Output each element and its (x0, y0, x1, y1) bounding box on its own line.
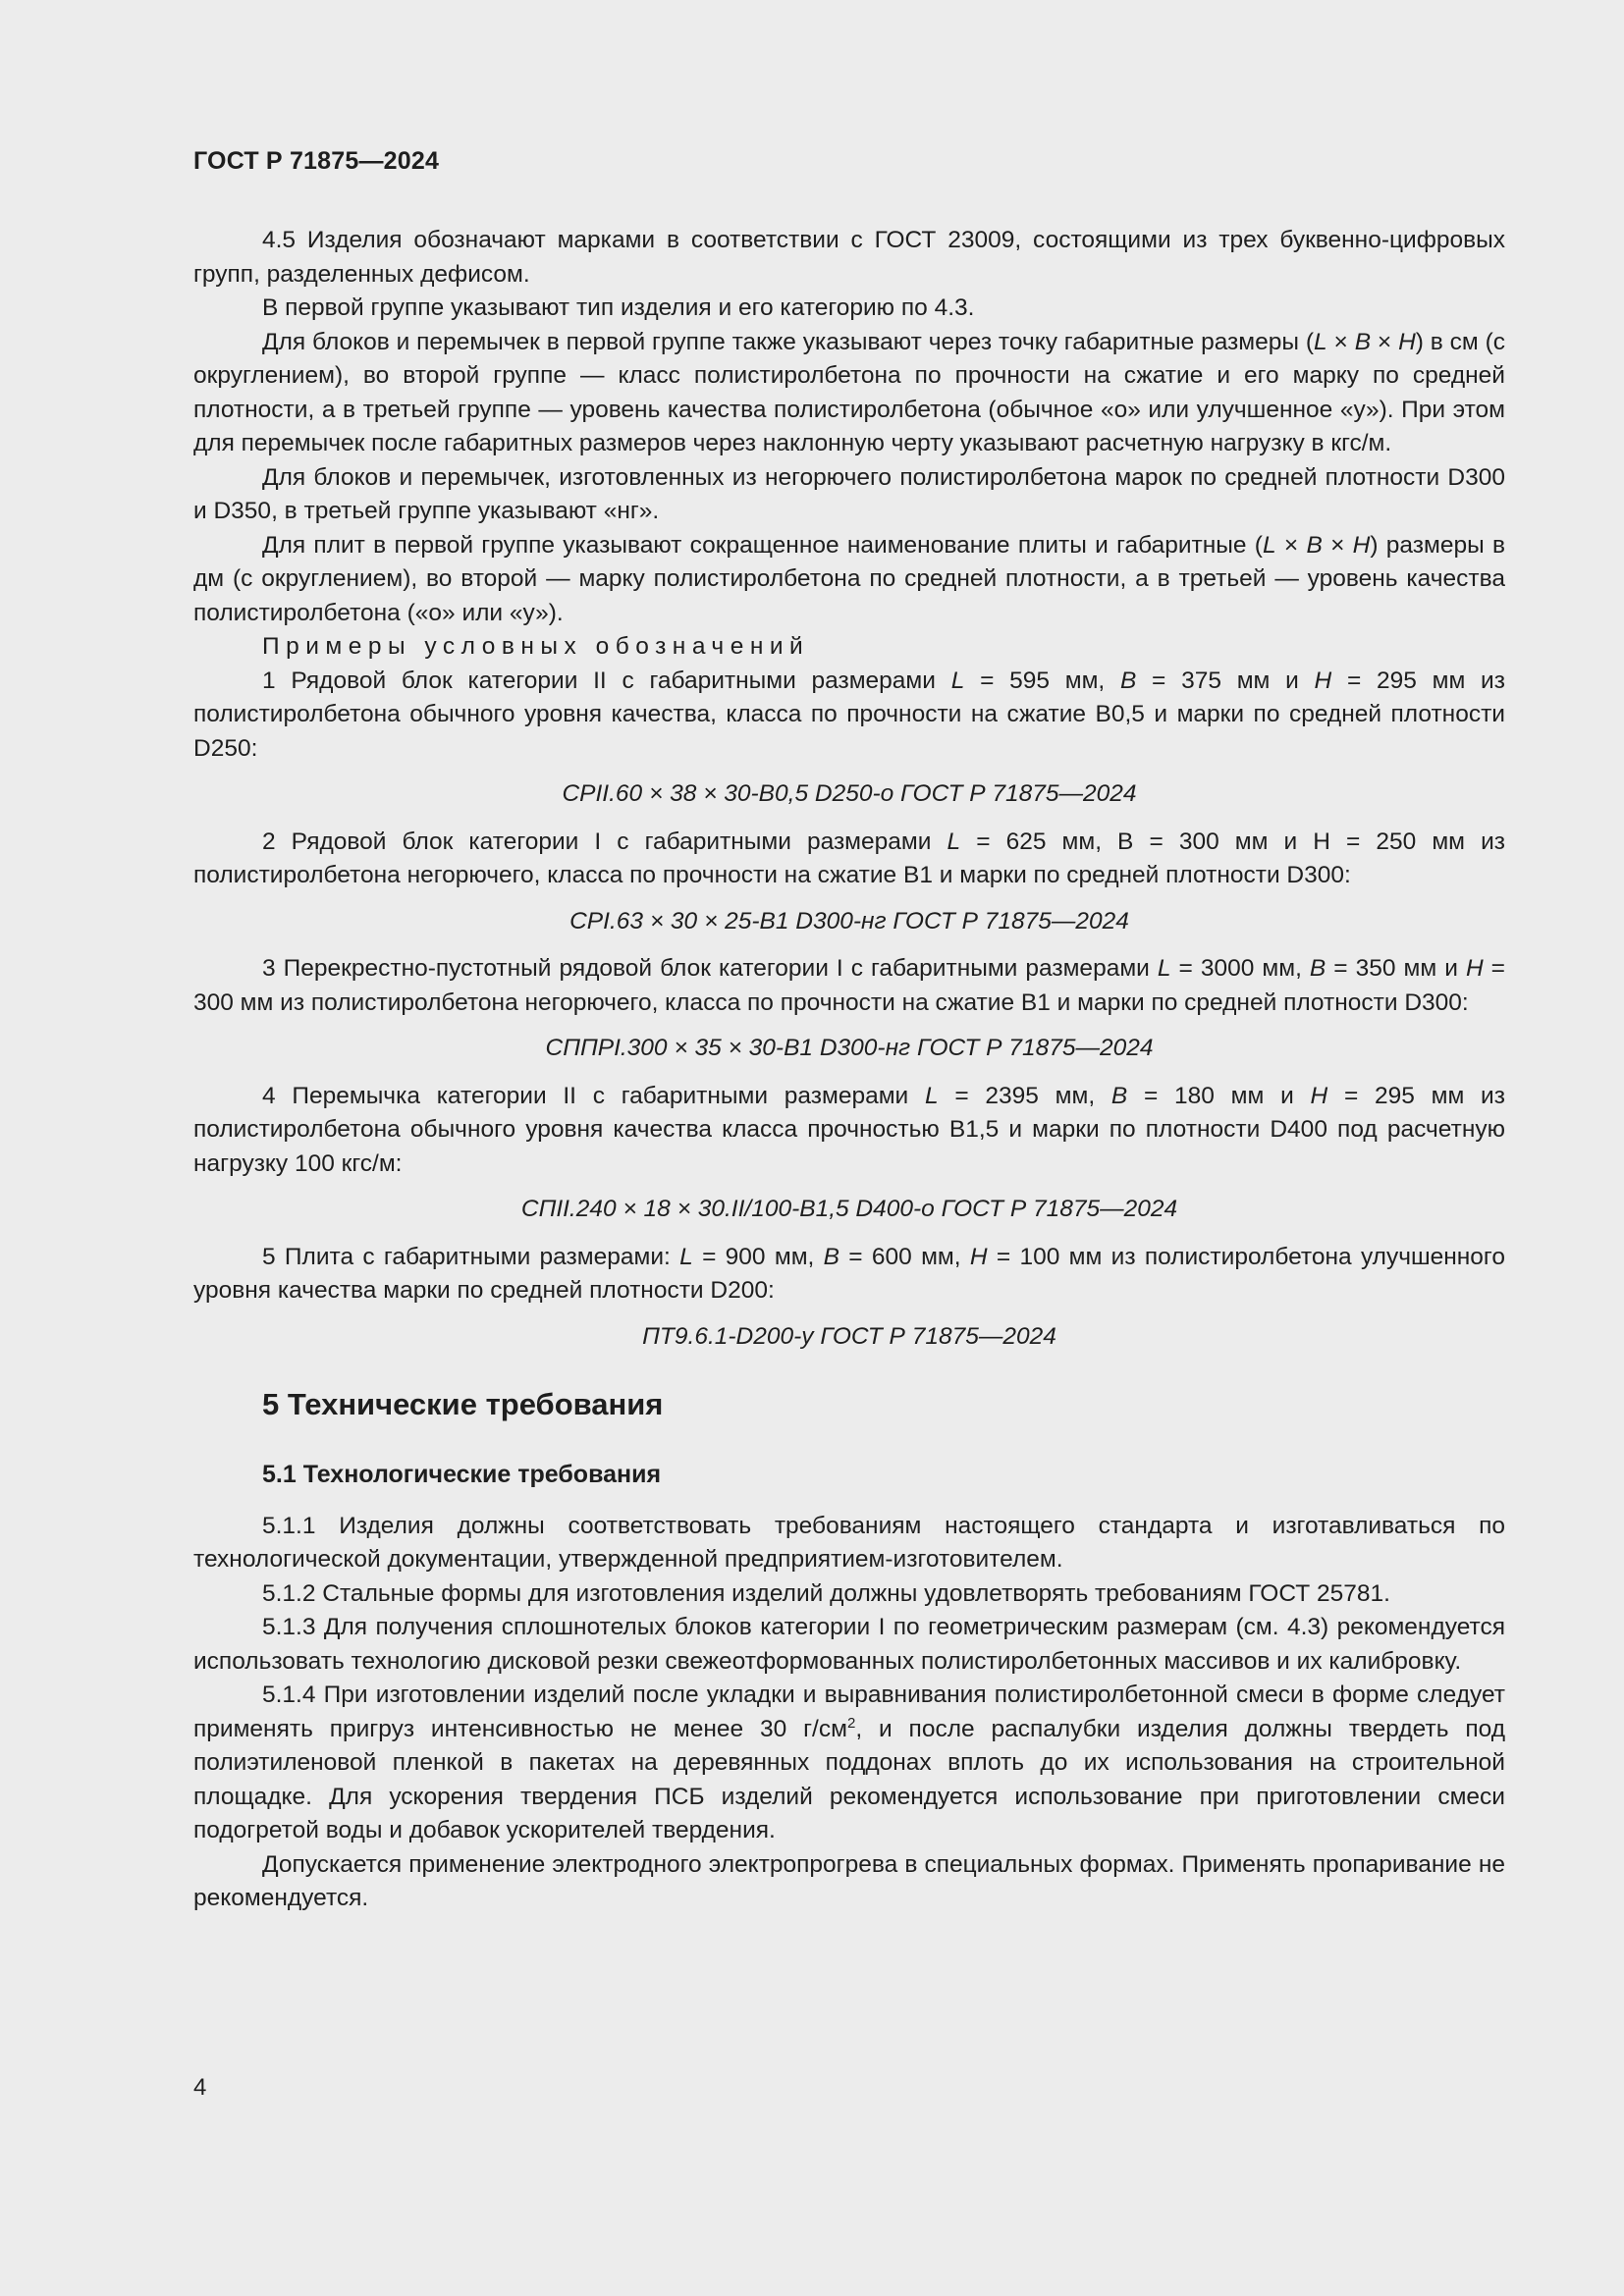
subsection-heading-5-1: 5.1 Технологические требования (262, 1461, 662, 1488)
example-1: 1 Рядовой блок категории II с габаритными размерами L = 595 мм, B = 375 мм и H = 295 мм из полистиролбетона обычного уровня качества, класса по прочности на сжатие В0,5 и марки по средней плотности D250: (193, 667, 1505, 762)
document-header: ГОСТ Р 71875—2024 (193, 147, 440, 175)
example-5: 5 Плита с габаритными размерами: L = 900 мм, B = 600 мм, H = 100 мм из полистиролбетона улучшенного уровня качества марки по средней плотности D200: (193, 1243, 1505, 1304)
examples-title: Примеры условных обозначений (262, 633, 810, 660)
page-number: 4 (193, 2074, 207, 2101)
designation-formula-4: СПII.240 × 18 × 30.II/100-В1,5 D400-о ГОСТ Р 71875—2024 (520, 1196, 1178, 1222)
example-2: 2 Рядовой блок категории I с габаритными размерами L = 625 мм, В = 300 мм и Н = 250 мм из полистиролбетона негорючего, класса по прочности на сжатие В1 и марки по средней плотности D300: (193, 828, 1505, 888)
paragraph-5-1-3: 5.1.3 Для получения сплошнотелых блоков категории I по геометрическим размерам (см. 4.3) рекомендуется использовать технологию дисковой резки свежеотформованных полистиролбетонных массивов и их калибровку. (193, 1614, 1505, 1675)
example-4: 4 Перемычка категории II с габаритными размерами L = 2395 мм, B = 180 мм и H = 295 мм из полистиролбетона обычного уровня качества класса прочностью В1,5 и марки по плотности D400 под расчетную нагрузку 100 кгс/м: (193, 1082, 1505, 1177)
paragraph-4-5: 4.5 Изделия обозначают марками в соответствии с ГОСТ 23009, состоящими из трех буквенно-цифровых групп, разделенных дефисом. (193, 227, 1505, 288)
designation-formula-5: ПТ9.6.1-D200-у ГОСТ Р 71875—2024 (642, 1322, 1056, 1350)
paragraph-plates: Для плит в первой группе указывают сокращенное наименование плиты и габаритные (L × B × H) размеры в дм (с округлением), во второй — марку полистиролбетона по средней плотности, а в третьей — уровень качества полистиролбетона («о» или «у»). (193, 531, 1506, 626)
paragraph-first-group: В первой группе указывают тип изделия и его категорию по 4.3. (262, 294, 975, 321)
document-body (193, 224, 1505, 1916)
paragraph-5-1-1: 5.1.1 Изделия должны соответствовать требованиям настоящего стандарта и изготавливаться по технологической документации, утвержденной предприятием-изготовителем. (193, 1512, 1505, 1573)
designation-formula-2: СРI.63 × 30 × 25-В1 D300-нг ГОСТ Р 71875—2024 (569, 907, 1129, 934)
paragraph-nonflammable: Для блоков и перемычек, изготовленных из негорючего полистиролбетона марок по средней плотности D300 и D350, в третьей группе указывают «нг». (193, 463, 1505, 524)
paragraph-5-1-4: 5.1.4 При изготовлении изделий после укладки и выравнивания полистиролбетонной смеси в форме следует применять пригруз интенсивностью не менее 30 $г/см^2$, и после распалубки изделия должны твердеть под полиэтиленовой пленкой в пакетах на деревянных поддонах вплоть до их использования на строительной площадке. Для ускорения твердения ПСБ изделий рекомендуется использование при приготовлении смеси подогретой воды и добавок ускорителей твердения. (193, 1682, 1505, 1843)
paragraph-blocks-dimensions: Для блоков и перемычек в первой группе также указывают через точку габаритные размеры (L × B × H) в см (с округлением), во второй группе — класс полистиролбетона по прочности на сжатие и его марку по средней плотности, а в третьей группе — уровень качества полистиролбетона (обычное «о» или улучшенное «у»). При этом для перемычек после габаритных размеров через наклонную черту указывают расчетную нагрузку в кгс/м. (193, 328, 1506, 456)
designation-formula-3: СППРI.300 × 35 × 30-В1 D300-нг ГОСТ Р 71875—2024 (545, 1035, 1154, 1061)
paragraph-electroheating: Допускается применение электродного электропрогрева в специальных формах. Применять пропаривание не рекомендуется. (193, 1850, 1505, 1911)
paragraph-5-1-2: 5.1.2 Стальные формы для изготовления изделий должны удовлетворять требованиям ГОСТ 25781. (262, 1579, 1390, 1607)
designation-formula-1: СРII.60 × 38 × 30-В0,5 D250-о ГОСТ Р 71875—2024 (562, 780, 1137, 807)
section-heading-5: 5 Технические требования (262, 1387, 664, 1421)
example-3: 3 Перекрестно-пустотный рядовой блок категории I с габаритными размерами L = 3000 мм, B = 350 мм и H = 300 мм из полистиролбетона негорючего, класса по прочности на сжатие В1 и марки по средней плотности D300: (193, 955, 1505, 1016)
